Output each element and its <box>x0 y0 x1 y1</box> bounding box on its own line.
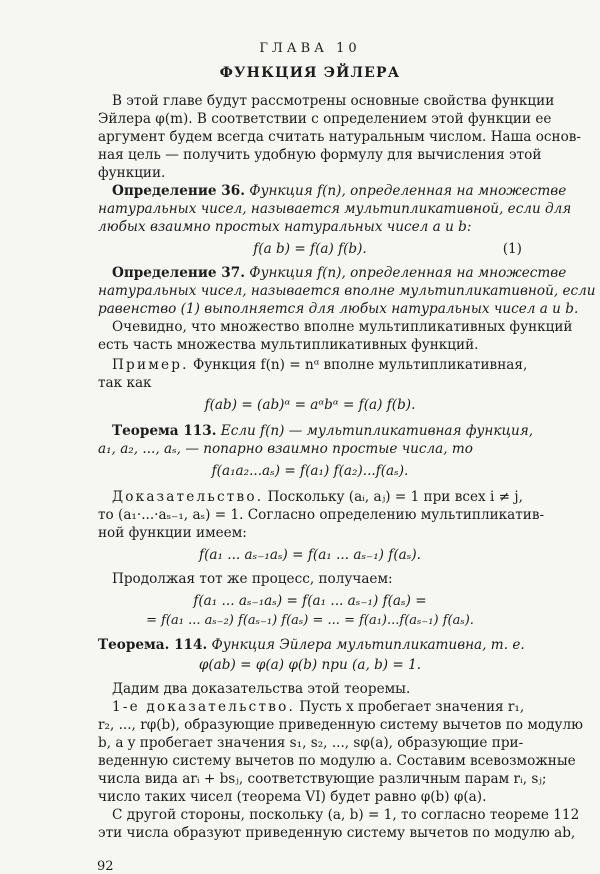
example-text: Функция f(n) = nᵅ вполне мультипликативная, <box>193 357 528 373</box>
theorem-114-text: Функция Эйлера мультипликативна, т. е. <box>211 637 525 653</box>
example-formula: f(ab) = (ab)ᵅ = aᵅbᵅ = f(a) f(b). <box>204 397 416 413</box>
theorem-113-label: Теорема 113. <box>112 423 217 439</box>
definition-37-line <box>98 264 567 282</box>
definition-36-line <box>98 182 567 200</box>
definition-37-line: равенство (1) выполняется для любых натуральных чисел a и b. <box>98 301 579 317</box>
theorem-113-line: a₁, a₂, ..., aₛ, — попарно взаимно простые числа, то <box>98 441 473 457</box>
theorem-113-line <box>98 422 534 440</box>
intro-line: Эйлера φ(m). В соответствии с определением этой функции ее <box>98 111 552 127</box>
theorem-114-line <box>98 636 525 654</box>
proof-1-line: С другой стороны, поскольку (a, b) = 1, то согласно теореме 112 <box>112 807 580 823</box>
proof-113-text: Поскольку (aᵢ, aⱼ) = 1 при всех i ≠ j, <box>267 489 523 505</box>
definition-36-line: любых взаимно простых натуральных чисел a и b: <box>98 219 472 235</box>
proof-1-text: Пусть x пробегает значения r₁, <box>299 699 525 715</box>
example-line: так как <box>98 375 152 391</box>
proof-1-line: числа вида arᵢ + bsⱼ, соответствующие различным парам rᵢ, sⱼ; <box>98 771 547 787</box>
intro-line: В этой главе будут рассмотрены основные свойства функции <box>112 93 555 109</box>
proof-1-line: b, а y пробегает значения s₁, s₂, ..., sφ(a), образующие при- <box>98 735 524 751</box>
example-label: Пример. <box>112 357 189 373</box>
chapter-heading: ГЛАВА 10 <box>259 41 361 56</box>
intro-line: аргумент будем всегда считать натуральным числом. Наша основ- <box>98 129 582 145</box>
theorem-113-formula: f(a₁a₂...aₛ) = f(a₁) f(a₂)...f(aₛ). <box>211 463 409 479</box>
definition-36-text: Функция f(n), определенная на множестве <box>249 183 567 199</box>
proof-label: Доказательство. <box>112 489 264 505</box>
example-line <box>98 356 528 374</box>
page-number: 92 <box>97 859 114 874</box>
definition-36-label: Определение 36. <box>112 183 245 199</box>
proof-113-line: ной функции имеем: <box>98 525 247 541</box>
proof-1-line: число таких чисел (теорема VI) будет равно φ(b) φ(a). <box>98 789 487 805</box>
proof-113-formula: f(a₁ ... aₛ₋₁aₛ) = f(a₁ ... aₛ₋₁) f(aₛ) = <box>193 593 427 609</box>
formula-1 <box>98 240 522 258</box>
intro-line: функции. <box>98 165 166 181</box>
proof-113-line <box>98 488 522 506</box>
proof-113-line: Продолжая тот же процесс, получаем: <box>112 571 393 587</box>
intro-line: ная цель — получить удобную формулу для вычисления этой <box>98 147 542 163</box>
chapter-title: ФУНКЦИЯ ЭЙЛЕРА <box>219 65 401 81</box>
proof-113-formula: f(a₁ ... aₛ₋₁aₛ) = f(a₁ ... aₛ₋₁) f(aₛ). <box>199 547 421 563</box>
proof-1-line: веденную систему вычетов по модулю a. Составим всевозможные <box>98 753 576 769</box>
theorem-113-text: Если f(n) — мультипликативная функция, <box>220 423 534 439</box>
proof-1-line: r₂, ..., rφ(b), образующие приведенную систему вычетов по модулю <box>98 717 583 733</box>
proof-1-line: эти числа образуют приведенную систему вычетов по модулю ab, <box>98 825 576 841</box>
definition-37-text: Функция f(n), определенная на множестве <box>249 265 567 281</box>
proof-1-label: 1-е доказательство. <box>112 699 295 715</box>
obvious-line: есть часть множества мультипликативных функций. <box>98 337 479 353</box>
equation-number: (1) <box>502 241 522 257</box>
obvious-line: Очевидно, что множество вполне мультипликативных функций <box>112 319 573 335</box>
formula-1-text: f(a b) = f(a) f(b). <box>253 241 367 257</box>
theorem-114-label: Теорема. 114. <box>98 637 208 653</box>
definition-37-label: Определение 37. <box>112 265 245 281</box>
proof-113-formula: = f(a₁ ... aₛ₋₂) f(aₛ₋₁) f(aₛ) = ... = f(a₁)...f(aₛ₋₁) f(aₛ). <box>146 613 474 628</box>
proof-113-line: то (a₁·...·aₛ₋₁, aₛ) = 1. Согласно определению мультипликатив- <box>98 507 545 523</box>
definition-36-line: натуральных чисел, называется мультипликативной, если для <box>98 201 572 217</box>
proof-1-line <box>98 698 525 716</box>
theorem-114-formula: φ(ab) = φ(a) φ(b) при (a, b) = 1. <box>198 657 422 673</box>
definition-37-line: натуральных чисел, называется вполне мультипликативной, если <box>98 283 596 299</box>
two-proofs-line: Дадим два доказательства этой теоремы. <box>112 681 411 697</box>
